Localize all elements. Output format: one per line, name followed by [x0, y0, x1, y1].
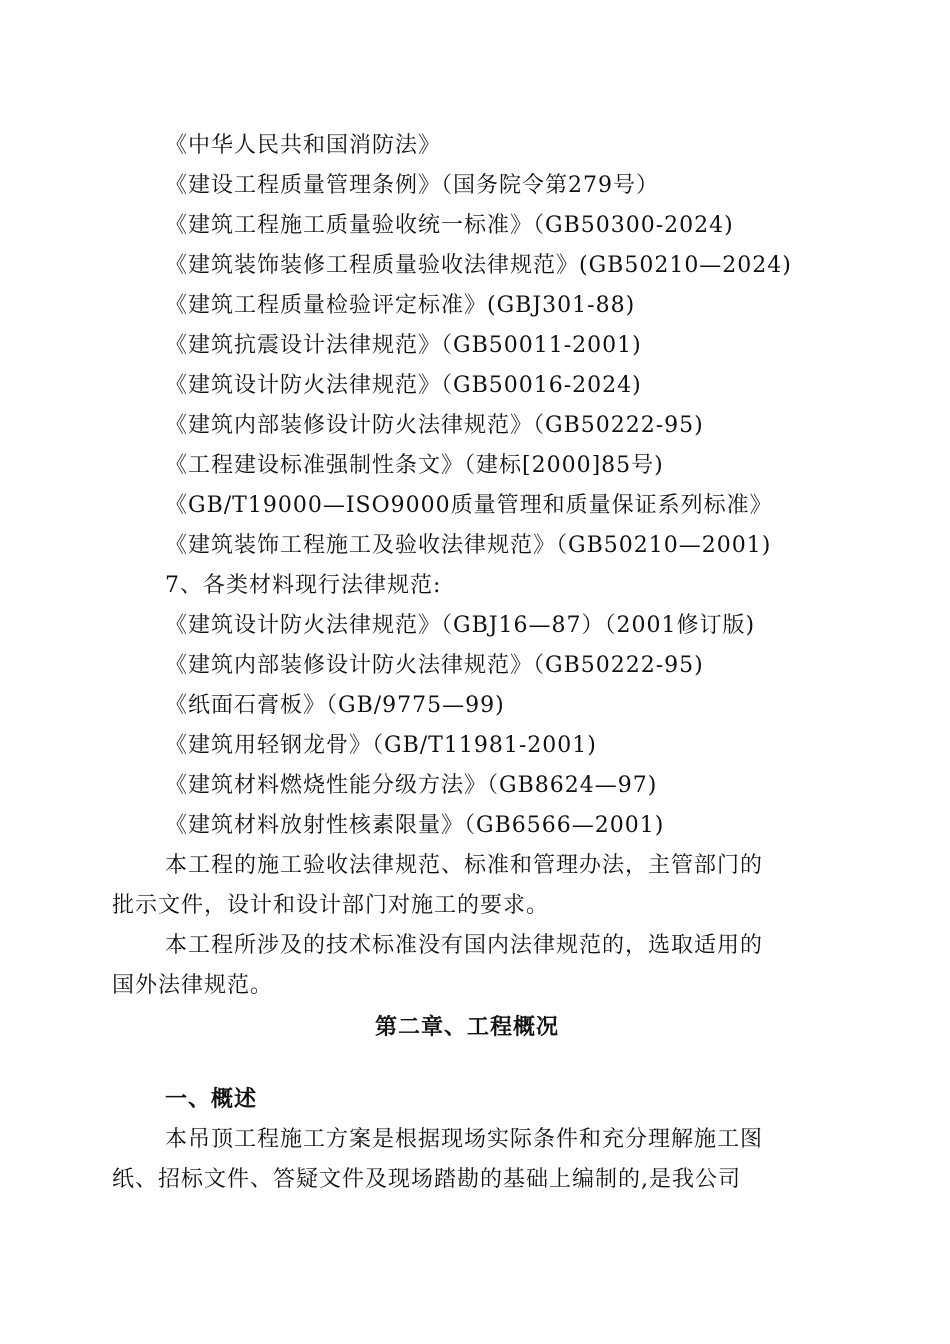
- material-reference-item: 《建筑内部装修设计防火法律规范》（GB50222-95): [165, 653, 704, 678]
- reference-item: 《工程建设标准强制性条文》（建标[2000]85号): [165, 453, 664, 478]
- reference-item: 《建筑内部装修设计防火法律规范》（GB50222-95): [165, 413, 704, 438]
- material-reference-item: 《纸面石膏板》（GB/9775—99): [165, 693, 505, 718]
- paragraph-1-line-1: 本工程的施工验收法律规范、标准和管理办法，主管部门的: [165, 853, 764, 878]
- reference-item: 《建筑装饰装修工程质量验收法律规范》(GB50210—2024): [165, 253, 792, 278]
- reference-item: 《建筑抗震设计法律规范》（GB50011-2001): [165, 333, 642, 358]
- reference-item: 《建筑装饰工程施工及验收法律规范》（GB50210—2001): [165, 533, 772, 558]
- reference-item: 《建筑工程质量检验评定标准》(GBJ301-88): [165, 293, 636, 318]
- paragraph-3-line-1: 本吊顶工程施工方案是根据现场实际条件和充分理解施工图: [165, 1127, 764, 1152]
- reference-item: 《GB/T19000—ISO9000质量管理和质量保证系列标准》: [165, 493, 773, 518]
- paragraph-1-line-2: 批示文件，设计和设计部门对施工的要求。: [112, 893, 550, 918]
- material-reference-item: 《建筑材料燃烧性能分级方法》（GB8624—97): [165, 773, 658, 798]
- paragraph-3-line-2: 纸、招标文件、答疑文件及现场踏勘的基础上编制的,是我公司: [112, 1167, 741, 1192]
- chapter-title: 第二章、工程概况: [375, 1015, 560, 1040]
- reference-item: 《建设工程质量管理条例》（国务院令第279号）: [165, 173, 659, 198]
- reference-item: 《建筑工程施工质量验收统一标准》（GB50300-2024): [165, 213, 734, 238]
- material-reference-item: 《建筑用轻钢龙骨》（GB/T11981-2001): [165, 733, 597, 758]
- reference-item: 《中华人民共和国消防法》: [165, 133, 442, 158]
- section-7-title: 7、各类材料现行法律规范:: [165, 573, 442, 598]
- paragraph-2-line-2: 国外法律规范。: [112, 973, 274, 998]
- reference-item: 《建筑设计防火法律规范》（GB50016-2024): [165, 373, 642, 398]
- paragraph-2-line-1: 本工程所涉及的技术标准没有国内法律规范的，选取适用的: [165, 933, 764, 958]
- material-reference-item: 《建筑材料放射性核素限量》（GB6566—2001): [165, 813, 665, 838]
- material-reference-item: 《建筑设计防火法律规范》（GBJ16—87）（2001修订版): [165, 613, 756, 638]
- section-1-title: 一、概述: [165, 1087, 258, 1112]
